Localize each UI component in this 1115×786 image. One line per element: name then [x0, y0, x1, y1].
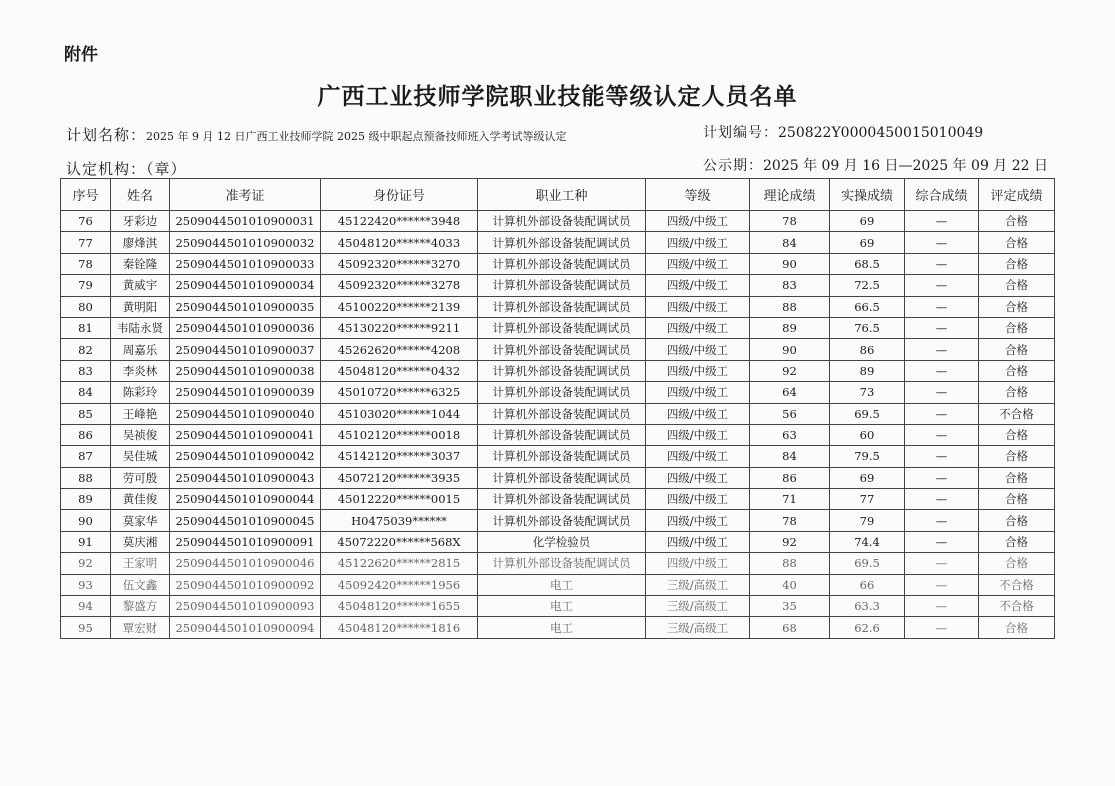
cell-occupation: 计算机外部设备装配调试员 — [478, 382, 646, 403]
cell-level: 四级/中级工 — [646, 531, 750, 552]
table-row — [61, 296, 1055, 317]
cell-seq: 90 — [61, 510, 111, 531]
cell-occupation: 计算机外部设备装配调试员 — [478, 510, 646, 531]
cell-result: 不合格 — [979, 596, 1055, 617]
cell-occupation: 计算机外部设备装配调试员 — [478, 424, 646, 445]
cell-seq: 84 — [61, 382, 111, 403]
cell-seq: 80 — [61, 296, 111, 317]
cell-id-no: 45072120******3935 — [321, 467, 478, 488]
cell-theory: 92 — [750, 360, 830, 381]
cell-result: 合格 — [979, 531, 1055, 552]
cell-composite: — — [905, 467, 979, 488]
cell-result: 合格 — [979, 211, 1055, 232]
table-row — [61, 510, 1055, 531]
header-col-exam-no: 准考证 — [170, 179, 321, 211]
cell-practice: 66.5 — [830, 296, 905, 317]
cell-composite: — — [905, 382, 979, 403]
cell-name: 莫庆湘 — [111, 531, 170, 552]
cell-result: 不合格 — [979, 574, 1055, 595]
cell-id-no: 45048120******0432 — [321, 360, 478, 381]
cell-exam-no: 2509044501010900035 — [170, 296, 321, 317]
cell-practice: 76.5 — [830, 317, 905, 338]
cell-theory: 56 — [750, 403, 830, 424]
cell-composite: — — [905, 360, 979, 381]
cell-occupation: 电工 — [478, 596, 646, 617]
cell-name: 陈彩玲 — [111, 382, 170, 403]
table-row — [61, 339, 1055, 360]
cell-theory: 78 — [750, 510, 830, 531]
table-row — [61, 531, 1055, 552]
cell-result: 合格 — [979, 467, 1055, 488]
cell-level: 四级/中级工 — [646, 424, 750, 445]
cell-seq: 86 — [61, 424, 111, 445]
cell-practice: 69.5 — [830, 403, 905, 424]
cell-composite: — — [905, 317, 979, 338]
certification-org — [66, 158, 187, 179]
cell-name: 韦陆永贤 — [111, 317, 170, 338]
cell-id-no: H0475039****** — [321, 510, 478, 531]
cell-result: 合格 — [979, 317, 1055, 338]
plan-name-value: 2025 年 9 月 12 日广西工业技师学院 2025 级中职起点预备技师班入学考试等级认定 — [146, 130, 567, 143]
cell-exam-no: 2509044501010900032 — [170, 232, 321, 253]
cell-theory: 88 — [750, 296, 830, 317]
attachment-label: 附件 — [64, 45, 98, 65]
cell-result: 合格 — [979, 339, 1055, 360]
cell-practice: 68.5 — [830, 253, 905, 274]
cell-occupation: 计算机外部设备装配调试员 — [478, 467, 646, 488]
cell-exam-no: 2509044501010900094 — [170, 617, 321, 638]
cell-id-no: 45100220******2139 — [321, 296, 478, 317]
cell-exam-no: 2509044501010900093 — [170, 596, 321, 617]
cell-practice: 72.5 — [830, 275, 905, 296]
cell-theory: 40 — [750, 574, 830, 595]
cell-name: 王峰艳 — [111, 403, 170, 424]
cell-seq: 78 — [61, 253, 111, 274]
cell-theory: 83 — [750, 275, 830, 296]
cell-practice: 74.4 — [830, 531, 905, 552]
cell-occupation: 计算机外部设备装配调试员 — [478, 253, 646, 274]
cell-name: 黄佳俊 — [111, 489, 170, 510]
cell-composite: — — [905, 211, 979, 232]
cell-result: 合格 — [979, 617, 1055, 638]
cell-level: 四级/中级工 — [646, 360, 750, 381]
cell-composite: — — [905, 403, 979, 424]
cell-seq: 85 — [61, 403, 111, 424]
cell-composite: — — [905, 339, 979, 360]
table-row — [61, 275, 1055, 296]
cell-seq: 87 — [61, 446, 111, 467]
cell-composite: — — [905, 531, 979, 552]
plan-code — [703, 122, 983, 142]
cell-result: 合格 — [979, 510, 1055, 531]
cell-practice: 66 — [830, 574, 905, 595]
cell-seq: 92 — [61, 553, 111, 574]
plan-code-value: 250822Y0000450015010049 — [778, 125, 984, 141]
cell-seq: 89 — [61, 489, 111, 510]
header-col-id-no: 身份证号 — [321, 179, 478, 211]
cell-result: 合格 — [979, 553, 1055, 574]
cell-occupation: 计算机外部设备装配调试员 — [478, 232, 646, 253]
cell-theory: 90 — [750, 339, 830, 360]
cell-theory: 64 — [750, 382, 830, 403]
header-col-level: 等级 — [646, 179, 750, 211]
cell-theory: 78 — [750, 211, 830, 232]
cell-result: 合格 — [979, 275, 1055, 296]
cell-theory: 86 — [750, 467, 830, 488]
publicity-period — [703, 155, 1048, 175]
cell-level: 三级/高级工 — [646, 574, 750, 595]
table-row — [61, 382, 1055, 403]
cell-theory: 89 — [750, 317, 830, 338]
cell-composite: — — [905, 574, 979, 595]
cell-exam-no: 2509044501010900036 — [170, 317, 321, 338]
cell-level: 四级/中级工 — [646, 510, 750, 531]
cell-occupation: 计算机外部设备装配调试员 — [478, 275, 646, 296]
cell-id-no: 45092420******1956 — [321, 574, 478, 595]
cell-theory: 63 — [750, 424, 830, 445]
cell-exam-no: 2509044501010900040 — [170, 403, 321, 424]
table-row — [61, 446, 1055, 467]
cell-theory: 35 — [750, 596, 830, 617]
cell-name: 周嘉乐 — [111, 339, 170, 360]
cell-seq: 79 — [61, 275, 111, 296]
cell-exam-no: 2509044501010900045 — [170, 510, 321, 531]
cell-level: 四级/中级工 — [646, 382, 750, 403]
publicity-value: 2025 年 09 月 16 日—2025 年 09 月 22 日 — [763, 158, 1049, 174]
cell-name: 王家明 — [111, 553, 170, 574]
header-col-occupation: 职业工种 — [478, 179, 646, 211]
cell-occupation: 计算机外部设备装配调试员 — [478, 360, 646, 381]
cell-occupation: 计算机外部设备装配调试员 — [478, 296, 646, 317]
org-label: 认定机构： — [66, 160, 147, 178]
cell-composite: — — [905, 553, 979, 574]
table-row — [61, 617, 1055, 638]
cell-exam-no: 2509044501010900042 — [170, 446, 321, 467]
cell-composite: — — [905, 232, 979, 253]
cell-level: 四级/中级工 — [646, 275, 750, 296]
cell-id-no: 45262620******4208 — [321, 339, 478, 360]
cell-composite: — — [905, 275, 979, 296]
cell-exam-no: 2509044501010900033 — [170, 253, 321, 274]
cell-theory: 84 — [750, 232, 830, 253]
cell-exam-no: 2509044501010900039 — [170, 382, 321, 403]
cell-practice: 69 — [830, 232, 905, 253]
cell-practice: 73 — [830, 382, 905, 403]
table-row — [61, 553, 1055, 574]
cell-result: 合格 — [979, 360, 1055, 381]
header-col-seq: 序号 — [61, 179, 111, 211]
cell-name: 黎盛方 — [111, 596, 170, 617]
table-row — [61, 424, 1055, 445]
cell-occupation: 计算机外部设备装配调试员 — [478, 446, 646, 467]
cell-practice: 79 — [830, 510, 905, 531]
cell-id-no: 45130220******9211 — [321, 317, 478, 338]
cell-seq: 82 — [61, 339, 111, 360]
cell-seq: 77 — [61, 232, 111, 253]
cell-id-no: 45048120******1655 — [321, 596, 478, 617]
cell-seq: 83 — [61, 360, 111, 381]
cell-practice: 69 — [830, 467, 905, 488]
cell-exam-no: 2509044501010900091 — [170, 531, 321, 552]
cell-practice: 62.6 — [830, 617, 905, 638]
cell-level: 四级/中级工 — [646, 446, 750, 467]
cell-result: 合格 — [979, 446, 1055, 467]
table-row — [61, 253, 1055, 274]
cell-result: 合格 — [979, 424, 1055, 445]
table-row — [61, 574, 1055, 595]
table-row — [61, 232, 1055, 253]
cell-practice: 89 — [830, 360, 905, 381]
table-row — [61, 596, 1055, 617]
cell-occupation: 电工 — [478, 574, 646, 595]
cell-name: 黄明阳 — [111, 296, 170, 317]
cell-level: 四级/中级工 — [646, 403, 750, 424]
cell-level: 四级/中级工 — [646, 253, 750, 274]
cell-occupation: 计算机外部设备装配调试员 — [478, 553, 646, 574]
cell-id-no: 45048120******4033 — [321, 232, 478, 253]
cell-name: 黄威宇 — [111, 275, 170, 296]
cell-seq: 95 — [61, 617, 111, 638]
document-title: 广西工业技师学院职业技能等级认定人员名单 — [317, 84, 798, 110]
cell-practice: 77 — [830, 489, 905, 510]
org-value: （章） — [146, 160, 187, 178]
cell-result: 合格 — [979, 253, 1055, 274]
cell-seq: 76 — [61, 211, 111, 232]
cell-exam-no: 2509044501010900046 — [170, 553, 321, 574]
table-row — [61, 317, 1055, 338]
table-body — [61, 211, 1055, 639]
cell-id-no: 45092320******3270 — [321, 253, 478, 274]
cell-occupation: 电工 — [478, 617, 646, 638]
cell-exam-no: 2509044501010900043 — [170, 467, 321, 488]
cell-exam-no: 2509044501010900034 — [170, 275, 321, 296]
cell-composite: — — [905, 617, 979, 638]
cell-seq: 91 — [61, 531, 111, 552]
cell-occupation: 计算机外部设备装配调试员 — [478, 339, 646, 360]
cell-id-no: 45072220******568X — [321, 531, 478, 552]
cell-level: 三级/高级工 — [646, 617, 750, 638]
plan-name — [66, 124, 566, 145]
cell-name: 秦铨隆 — [111, 253, 170, 274]
cell-exam-no: 2509044501010900092 — [170, 574, 321, 595]
roster-table — [60, 178, 1055, 639]
header-col-theory: 理论成绩 — [750, 179, 830, 211]
table-row — [61, 403, 1055, 424]
cell-exam-no: 2509044501010900044 — [170, 489, 321, 510]
cell-exam-no: 2509044501010900041 — [170, 424, 321, 445]
header-col-composite: 综合成绩 — [905, 179, 979, 211]
cell-theory: 71 — [750, 489, 830, 510]
cell-level: 四级/中级工 — [646, 339, 750, 360]
cell-seq: 81 — [61, 317, 111, 338]
cell-composite: — — [905, 446, 979, 467]
cell-occupation: 化学检验员 — [478, 531, 646, 552]
cell-practice: 63.3 — [830, 596, 905, 617]
cell-occupation: 计算机外部设备装配调试员 — [478, 403, 646, 424]
cell-id-no: 45122420******3948 — [321, 211, 478, 232]
cell-seq: 88 — [61, 467, 111, 488]
cell-result: 合格 — [979, 382, 1055, 403]
cell-seq: 93 — [61, 574, 111, 595]
cell-practice: 60 — [830, 424, 905, 445]
cell-practice: 69.5 — [830, 553, 905, 574]
cell-name: 伍文鑫 — [111, 574, 170, 595]
cell-occupation: 计算机外部设备装配调试员 — [478, 317, 646, 338]
cell-name: 吴佳城 — [111, 446, 170, 467]
cell-level: 四级/中级工 — [646, 211, 750, 232]
cell-name: 吴祯俊 — [111, 424, 170, 445]
cell-name: 廖烽淇 — [111, 232, 170, 253]
cell-composite: — — [905, 424, 979, 445]
cell-level: 四级/中级工 — [646, 232, 750, 253]
cell-exam-no: 2509044501010900038 — [170, 360, 321, 381]
header-col-result: 评定成绩 — [979, 179, 1055, 211]
table-row — [61, 467, 1055, 488]
cell-theory: 92 — [750, 531, 830, 552]
cell-composite: — — [905, 296, 979, 317]
cell-result: 不合格 — [979, 403, 1055, 424]
header-col-name: 姓名 — [111, 179, 170, 211]
cell-level: 四级/中级工 — [646, 317, 750, 338]
cell-composite: — — [905, 489, 979, 510]
cell-name: 覃宏财 — [111, 617, 170, 638]
cell-practice: 86 — [830, 339, 905, 360]
table-row — [61, 489, 1055, 510]
cell-theory: 88 — [750, 553, 830, 574]
cell-name: 莫家华 — [111, 510, 170, 531]
cell-exam-no: 2509044501010900037 — [170, 339, 321, 360]
cell-level: 四级/中级工 — [646, 296, 750, 317]
cell-level: 四级/中级工 — [646, 467, 750, 488]
cell-composite: — — [905, 253, 979, 274]
cell-id-no: 45102120******0018 — [321, 424, 478, 445]
cell-occupation: 计算机外部设备装配调试员 — [478, 489, 646, 510]
table-row — [61, 360, 1055, 381]
cell-result: 合格 — [979, 296, 1055, 317]
cell-name: 李炎林 — [111, 360, 170, 381]
table-header-row — [61, 179, 1055, 211]
cell-result: 合格 — [979, 232, 1055, 253]
cell-level: 四级/中级工 — [646, 553, 750, 574]
plan-code-label: 计划编号： — [703, 125, 778, 141]
table-row — [61, 211, 1055, 232]
cell-composite: — — [905, 510, 979, 531]
cell-id-no: 45122620******2815 — [321, 553, 478, 574]
cell-id-no: 45010720******6325 — [321, 382, 478, 403]
cell-exam-no: 2509044501010900031 — [170, 211, 321, 232]
cell-id-no: 45012220******0015 — [321, 489, 478, 510]
cell-level: 三级/高级工 — [646, 596, 750, 617]
cell-practice: 69 — [830, 211, 905, 232]
cell-theory: 68 — [750, 617, 830, 638]
cell-occupation: 计算机外部设备装配调试员 — [478, 211, 646, 232]
publicity-label: 公示期： — [703, 158, 763, 174]
cell-theory: 84 — [750, 446, 830, 467]
cell-id-no: 45142120******3037 — [321, 446, 478, 467]
header-col-practice: 实操成绩 — [830, 179, 905, 211]
cell-theory: 90 — [750, 253, 830, 274]
cell-id-no: 45048120******1816 — [321, 617, 478, 638]
cell-composite: — — [905, 596, 979, 617]
cell-id-no: 45103020******1044 — [321, 403, 478, 424]
cell-level: 四级/中级工 — [646, 489, 750, 510]
cell-id-no: 45092320******3278 — [321, 275, 478, 296]
plan-name-label: 计划名称： — [66, 126, 147, 144]
cell-name: 劳可殷 — [111, 467, 170, 488]
cell-seq: 94 — [61, 596, 111, 617]
cell-name: 牙彩边 — [111, 211, 170, 232]
cell-result: 合格 — [979, 489, 1055, 510]
cell-practice: 79.5 — [830, 446, 905, 467]
